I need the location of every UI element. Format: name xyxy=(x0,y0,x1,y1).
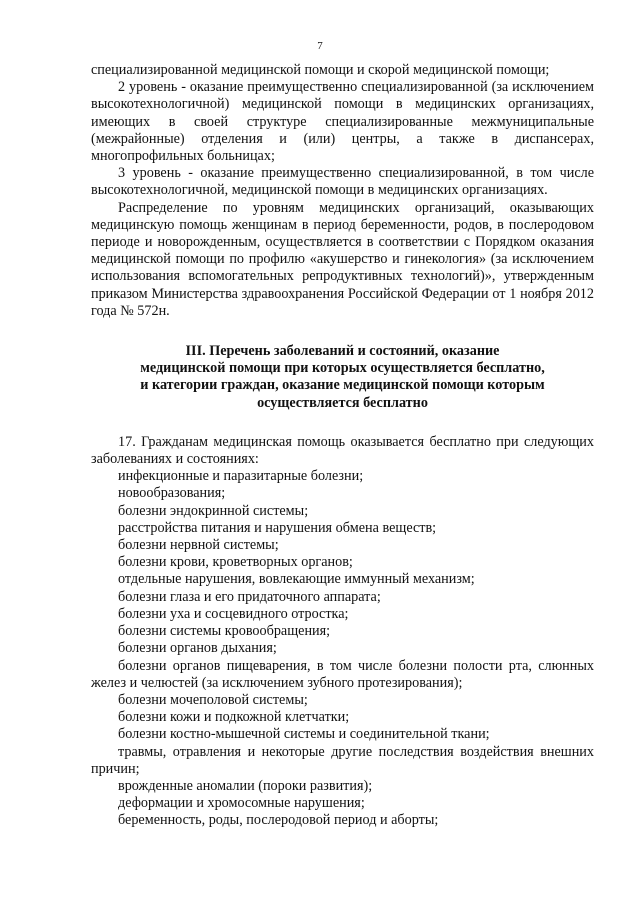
disease-list-item: болезни уха и сосцевидного отростка; xyxy=(118,605,349,622)
section-heading-line: осуществляется бесплатно xyxy=(257,394,428,411)
disease-list-item: болезни крови, кроветворных органов; xyxy=(118,554,353,571)
disease-list-item: инфекционные и паразитарные болезни; xyxy=(118,468,364,485)
disease-list-item: новообразования; xyxy=(118,485,226,502)
section-heading-line: медицинской помощи при которых осуществляется бесплатно, xyxy=(140,360,545,377)
section-heading-line: III. Перечень заболеваний и состояний, оказание xyxy=(185,343,500,360)
disease-list-item: болезни органов пищеварения, в том числе болезни полости рта, слюнных желез и челюстей (за исключением зубного протезирования); xyxy=(91,657,594,691)
disease-list-item: болезни кожи и подкожной клетчатки; xyxy=(118,709,350,726)
paragraph-continuation: специализированной медицинской помощи и скорой медицинской помощи; xyxy=(91,62,550,78)
disease-list-item: врожденные аномалии (пороки развития); xyxy=(118,777,373,794)
section-heading xyxy=(91,343,594,412)
disease-list-item: расстройства питания и нарушения обмена веществ; xyxy=(118,519,437,536)
disease-list-item: болезни нервной системы; xyxy=(118,537,279,554)
item-17-intro: 17. Гражданам медицинская помощь оказывается бесплатно при следующих заболеваниях и состояниях: xyxy=(91,433,594,468)
disease-list-item: болезни органов дыхания; xyxy=(118,640,277,657)
disease-list-item: болезни костно-мышечной системы и соединительной ткани; xyxy=(118,726,490,743)
disease-list-item: отдельные нарушения, вовлекающие иммунный механизм; xyxy=(118,571,475,588)
section-heading-line: и категории граждан, оказание медицинской помощи которым xyxy=(140,377,545,394)
disease-list-item: беременность, роды, послеродовой период и аборты; xyxy=(118,812,439,829)
disease-list-item: болезни системы кровообращения; xyxy=(118,623,331,640)
disease-list-item: болезни мочеполовой системы; xyxy=(118,691,308,708)
paragraph-level-2: 2 уровень - оказание преимущественно специализированной (за исключением высокотехнологичной) медицинской помощи в медицинских организациях, имеющих в своей структуре специализированные межмуниципальные (межрайонные) отделения и (или) центры, а также в диспансерах, многопрофильных больницах; xyxy=(91,79,594,165)
disease-list-item: травмы, отравления и некоторые другие последствия воздействия внешних причин; xyxy=(91,743,594,777)
page-number: 7 xyxy=(317,40,323,52)
paragraph-distribution: Распределение по уровням медицинских организаций, оказывающих медицинскую помощь женщинам в период беременности, родов, в послеродовом периоде и новорожденным, осуществляется в соответствии с Порядком оказания медицинской помощи по профилю «акушерство и гинекология» (за исключением использования вспомогательных репродуктивных технологий)», утвержденным приказом Министерства здравоохранения Российской Федерации от 1 ноября 2012 года № 572н. xyxy=(91,199,594,319)
disease-list-item: болезни глаза и его придаточного аппарата; xyxy=(118,588,381,605)
document-body xyxy=(91,62,594,830)
disease-list-item: болезни эндокринной системы; xyxy=(118,502,309,519)
disease-list-item: деформации и хромосомные нарушения; xyxy=(118,795,365,812)
paragraph-level-3: 3 уровень - оказание преимущественно специализированной, в том числе высокотехнологичной, медицинской помощи в медицинских организациях. xyxy=(91,165,594,199)
